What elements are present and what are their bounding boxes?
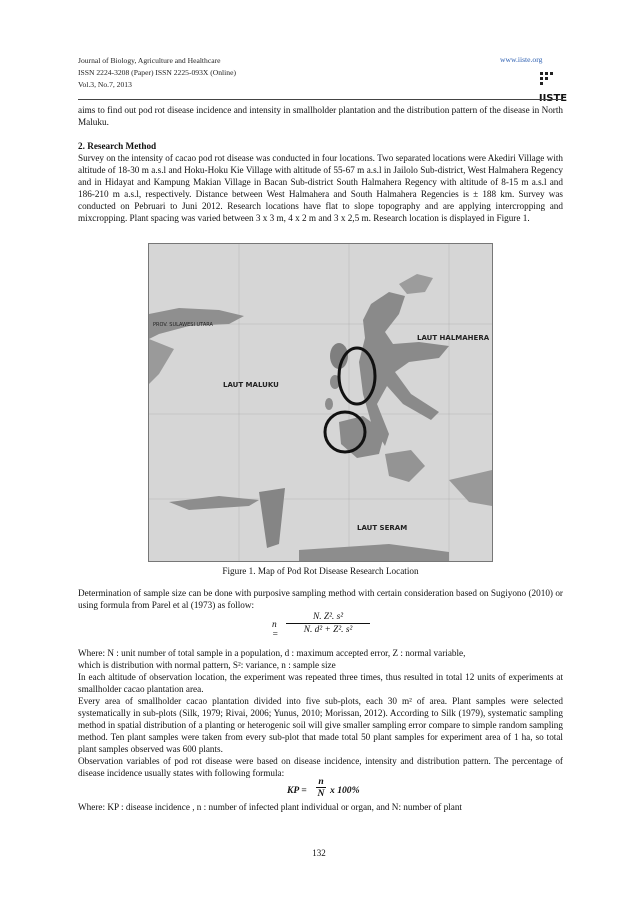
research-method-paragraph: Survey on the intensity of cacao pod rot disease was conducted in four locations. Two separated locations were Akediri Village with altitude of 18-30 m a.s.l and Hoku-Hoku Kie Village with altitude of 55-67 m a.s.l in Jailolo Sub-district, West Halmahera Regency and in Hidayat and Kampung Makian Village in Bacan Sub-district South Halmahera Regency with altitude of 8-15 m a.s.l and 186-210 m a.s.l, respectively. Distance between West Halmahera and South Halmahera Regencies is ± 188 km. Survey was conducted on Pebruari to Juni 2012. Research locations have flat to slope topography and are applying intercropping and mixcropping. Plant spacing was varied between 3 x 3 m, 4 x 2 m and 3 x 2,5 m. Research location is displayed in Figure 1. (78, 153, 564, 223)
formula-fraction (286, 611, 370, 637)
intro-paragraph: aims to find out pod rot disease incidence and intensity in smallholder plantation and the distribution pattern of the disease in North Maluku. (78, 105, 563, 127)
formula2-explanation: Where: KP : disease incidence , n : number of infected plant individual or organ, and N: number of plant (78, 802, 462, 812)
section-heading: 2. Research Method (78, 141, 157, 151)
figure-caption: Figure 1. Map of Pod Rot Disease Research Location (222, 566, 419, 576)
research-location-map (148, 243, 493, 562)
label-laut-seram: LAUT SERAM (357, 524, 408, 532)
formula-numerator: N. Z². s² (286, 611, 370, 624)
formula-explanation (78, 647, 563, 779)
formula2-denominator: N (317, 788, 325, 799)
map-drawing (149, 244, 492, 561)
label-laut-halmahera: LAUT HALMAHERA (417, 334, 490, 342)
header-divider (78, 99, 563, 100)
website-link[interactable]: www.iiste.org (500, 55, 543, 64)
journal-title: Journal of Biology, Agriculture and Healthcare (78, 56, 221, 65)
journal-issn: ISSN 2224-3208 (Paper) ISSN 2225-093X (Online) (78, 68, 236, 77)
iiste-logo (538, 70, 568, 106)
formula2-lhs: KP = (287, 785, 307, 796)
where-line-2: which is distribution with normal pattern, S²: variance, n : sample size (78, 660, 336, 670)
journal-volume: Vol.3, No.7, 2013 (78, 80, 132, 89)
label-sulawesi-utara: PROV. SULAWESI UTARA (153, 322, 213, 328)
logo-text: IISTE (538, 93, 568, 104)
formula2-numerator: n (316, 777, 326, 788)
page-number: 132 (312, 848, 326, 858)
formula-denominator: N. d² + Z². s² (303, 625, 353, 635)
formula2-multiplier: x 100% (330, 785, 360, 796)
formula-lhs: n = (272, 620, 279, 640)
label-laut-maluku: LAUT MALUKU (223, 381, 279, 389)
research-method-section (78, 140, 563, 224)
subplots-paragraph: Every area of smallholder cacao plantation divided into five sub-plots, each 30 m² of area. Plant samples were selected systematically in sub-plots (Silk, 1979; Rivai, 2006; Yunus, 2010; Morissan, 2012). According to Silk (1979), systematic sampling method in spatial distribution of a planting or heterogenic soil will give smaller sampling error compare to simple random sampling method. Ten plant samples were taken from every sub-plot that made total 50 plant samples for experiment area of 1 ha, so total plant samples observed was 600 plants. (78, 696, 563, 754)
formula2-fraction (316, 777, 326, 799)
where-line-1: Where: N : unit number of total sample in a population, d : maximum accepted error, Z : normal variable, (78, 648, 466, 658)
sample-intro-paragraph: Determination of sample size can be done with purposive sampling method with certain consideration based on Sugiyono (2010) or using formula from Parel et al (1973) as follow: (78, 588, 563, 610)
altitude-paragraph: In each altitude of observation location, the experiment was repeated three times, thus resulted in total 12 units of experiments at smallholder cacao plantation area. (78, 672, 563, 694)
observation-paragraph: Observation variables of pod rot disease were based on disease incidence, intensity and distribution pattern. The percentage of disease incidence usually states with following formula: (78, 756, 563, 778)
